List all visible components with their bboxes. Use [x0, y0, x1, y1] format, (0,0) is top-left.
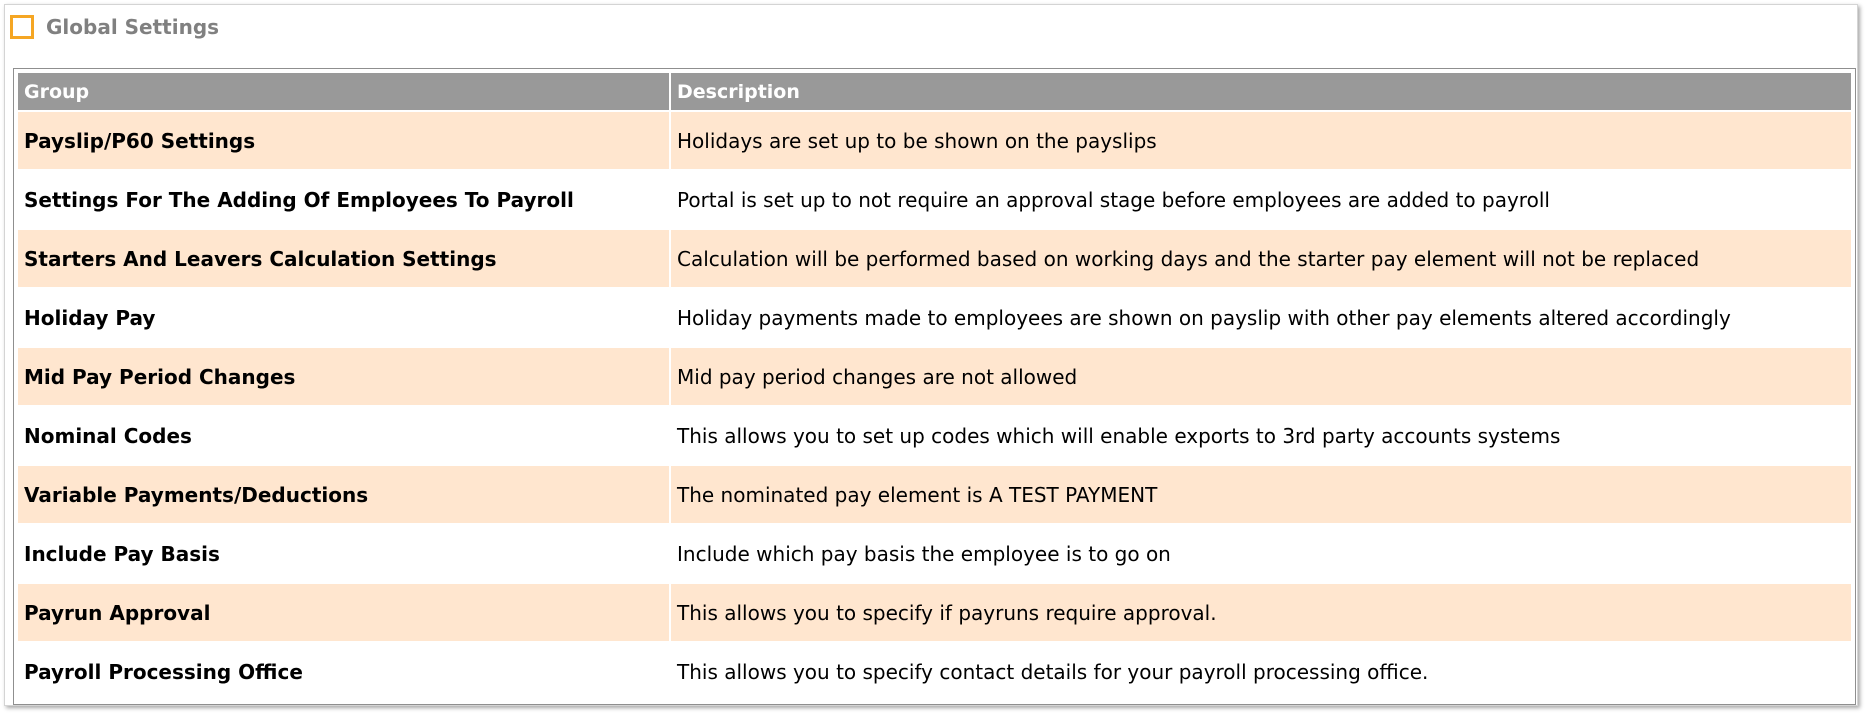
description-cell: The nominated pay element is A TEST PAYMENT [671, 466, 1851, 523]
table-row[interactable] [18, 525, 1851, 582]
description-cell: This allows you to specify contact details for your payroll processing office. [671, 643, 1851, 700]
panel-header [10, 11, 219, 43]
table-row[interactable] [18, 171, 1851, 228]
description-cell: This allows you to set up codes which will enable exports to 3rd party accounts systems [671, 407, 1851, 464]
table-header-row [18, 73, 1851, 110]
group-cell[interactable]: Settings For The Adding Of Employees To Payroll [18, 171, 669, 228]
table-row[interactable] [18, 289, 1851, 346]
description-cell: Calculation will be performed based on working days and the starter pay element will not be replaced [671, 230, 1851, 287]
description-cell: Mid pay period changes are not allowed [671, 348, 1851, 405]
group-cell[interactable]: Payslip/P60 Settings [18, 112, 669, 169]
settings-table [16, 71, 1853, 702]
table-row[interactable] [18, 466, 1851, 523]
table-row[interactable] [18, 348, 1851, 405]
group-cell[interactable]: Payrun Approval [18, 584, 669, 641]
group-cell[interactable]: Nominal Codes [18, 407, 669, 464]
description-cell: Include which pay basis the employee is to go on [671, 525, 1851, 582]
column-header-description[interactable]: Description [671, 73, 1851, 110]
settings-table-container [13, 68, 1856, 705]
column-header-group[interactable]: Group [18, 73, 669, 110]
description-cell: Holidays are set up to be shown on the payslips [671, 112, 1851, 169]
global-settings-panel [4, 4, 1858, 706]
group-cell[interactable]: Variable Payments/Deductions [18, 466, 669, 523]
table-row[interactable] [18, 643, 1851, 700]
collapse-toggle-icon[interactable] [10, 15, 34, 39]
group-cell[interactable]: Starters And Leavers Calculation Settings [18, 230, 669, 287]
description-cell: Portal is set up to not require an approval stage before employees are added to payroll [671, 171, 1851, 228]
group-cell[interactable]: Mid Pay Period Changes [18, 348, 669, 405]
description-cell: This allows you to specify if payruns require approval. [671, 584, 1851, 641]
table-row[interactable] [18, 407, 1851, 464]
group-cell[interactable]: Holiday Pay [18, 289, 669, 346]
table-row[interactable] [18, 230, 1851, 287]
group-cell[interactable]: Payroll Processing Office [18, 643, 669, 700]
panel-title: Global Settings [46, 15, 220, 39]
table-row[interactable] [18, 584, 1851, 641]
description-cell: Holiday payments made to employees are shown on payslip with other pay elements altered accordingly [671, 289, 1851, 346]
group-cell[interactable]: Include Pay Basis [18, 525, 669, 582]
table-row[interactable] [18, 112, 1851, 169]
